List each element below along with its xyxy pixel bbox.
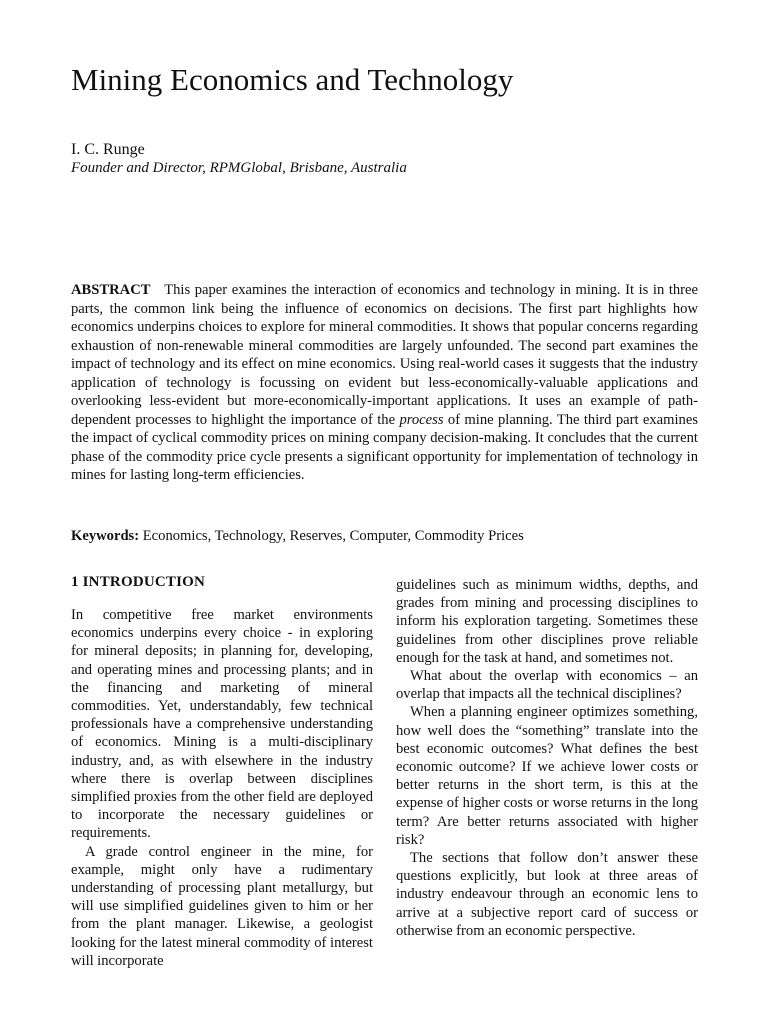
abstract (71, 281, 698, 485)
keywords (71, 527, 524, 546)
author-affiliation: Founder and Director, RPMGlobal, Brisbane, Australia (71, 160, 407, 176)
keywords-label: Keywords: (71, 528, 140, 544)
column-right (396, 576, 698, 940)
author-name: I. C. Runge (71, 141, 145, 158)
paragraph: guidelines such as minimum widths, depths, and grades from mining and processing disciplines to inform his exploration targeting. Sometimes these guidelines from other disciplines prove reliable enough for the task at hand, and sometimes not. (396, 577, 698, 666)
abstract-text-b: of mine planning. The third part examines the impact of cyclical commodity prices on mining company decision-making. It concludes that the current phase of the commodity price cycle presents a significant opportunity for implementation of technology in mines for lasting long-term efficiencies. (71, 411, 699, 484)
column-left (71, 573, 373, 970)
paragraph: When a planning engineer optimizes something, how well does the “something” translate into the best economic outcomes? What defines the best economic outcome? If we achieve lower costs or better returns in the short term, is this at the expense of higher costs or worse returns in the long term? Are better returns associated with higher risk? (396, 704, 698, 848)
keywords-text: Economics, Technology, Reserves, Computer, Commodity Prices (142, 528, 524, 544)
abstract-text-a: This paper examines the interaction of economics and technology in mining. It is in three parts, the common link being the influence of economics on decisions. The first part highlights how economics underpins choices to explore for mineral commodities. It shows that popular concerns regarding exhaustion of non-renewable mineral commodities are largely unfounded. The second part examines the impact of technology and its effect on mine economics. Using real-world cases it suggests that the industry application of technology is focussing on evident but less-economically-valuable applications and overlooking less-evident but more-economically-important applications. It uses an example of path-dependent processes to highlight the importance of the (71, 282, 698, 428)
abstract-emphasis: process (399, 411, 444, 428)
abstract-label: ABSTRACT (71, 282, 151, 298)
section-heading: 1 INTRODUCTION (71, 574, 206, 590)
paragraph: A grade control engineer in the mine, for example, might only have a rudimentary understanding of processing plant metallurgy, but will use simplified guidelines given to him or her from the plant manager. Likewise, a geologist looking for the latest mineral commodity of interest will incorporate (71, 843, 373, 969)
paper-title: Mining Economics and Technology (71, 62, 514, 97)
paragraph: In competitive free market environments economics underpins every choice - in exploring for mineral deposits; in planning for, developing, and operating mines and processing plants; and in the financing and marketing of mineral commodities. Yet, understandably, few technical professionals have a comprehensive understanding of economics. Mining is a multi-disciplinary industry, and, as with elsewhere in the industry where there is overlap between disciplines simplified proxies from the other field are deployed to incorporate the necessary guidelines or requirements. (71, 607, 373, 842)
paragraph: What about the overlap with economics – an overlap that impacts all the technical disciplines? (396, 668, 698, 703)
paragraph: The sections that follow don’t answer these questions explicitly, but look at three areas of industry endeavour through an economic lens to arrive at a subjective report card of success or otherwise from an economic perspective. (396, 850, 698, 939)
